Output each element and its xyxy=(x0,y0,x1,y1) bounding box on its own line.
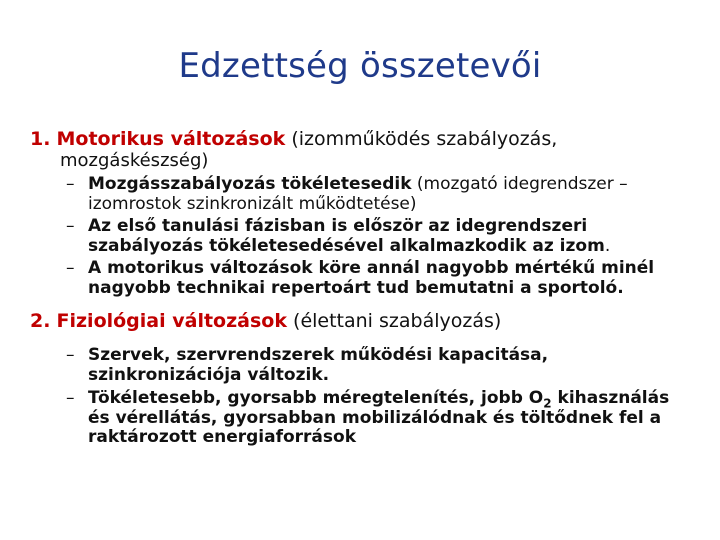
section-heading xyxy=(30,128,700,150)
item-bold-text: szabályozás tökéletesedésével alkalmazkodik az izom xyxy=(88,235,605,256)
list-item xyxy=(30,346,700,385)
item-text: (mozgató idegrendszer – xyxy=(411,174,628,194)
dash-bullet: – xyxy=(66,345,75,365)
section-subtitle: (izomműködés szabályozás, xyxy=(291,128,558,150)
item-bold-text: A motorikus változások köre annál nagyobb mértékű minél xyxy=(88,258,655,278)
section-fiziologiai xyxy=(30,310,700,448)
item-text: izomrostok szinkronizált működtetése) xyxy=(88,193,417,214)
section-subtitle-cont: mozgáskészség) xyxy=(60,150,209,171)
section-title: Fiziológiai változások xyxy=(56,310,287,332)
item-bold-text: Mozgásszabályozás tökéletesedik xyxy=(88,174,412,194)
dash-bullet: – xyxy=(66,174,75,194)
list-item xyxy=(30,175,700,214)
item-text: . xyxy=(604,235,611,256)
item-bold-text: Tökéletesebb, gyorsabb méregtelenítés, jobb O xyxy=(88,388,544,408)
item-bold-text: és vérellátás, gyorsabban mobilizálódnak és töltődnek fel a xyxy=(88,407,662,428)
list-item xyxy=(30,217,700,256)
item-bold-text: nagyobb technikai repertoárt tud bemutatni a sportoló. xyxy=(88,277,624,298)
section-motorikus xyxy=(30,128,700,298)
section-title: Motorikus változások xyxy=(56,128,286,150)
dash-bullet: – xyxy=(66,258,75,278)
item-bold-text: Szervek, szervrendszerek működési kapacitása, xyxy=(88,345,549,365)
item-bold-text: kihasználás xyxy=(551,388,670,408)
section-subtitle: (élettani szabályozás) xyxy=(293,310,502,332)
item-bold-text: Az első tanulási fázisban is először az idegrendszeri xyxy=(88,216,588,236)
section-number: 1. xyxy=(30,128,51,150)
section-number: 2. xyxy=(30,310,51,332)
slide-content xyxy=(30,128,700,448)
item-bold-text: raktározott energiaforrások xyxy=(88,427,356,447)
dash-bullet: – xyxy=(66,216,75,236)
section-list xyxy=(30,346,700,448)
section-heading xyxy=(30,310,700,332)
item-bold-text: szinkronizációja változik. xyxy=(88,364,330,385)
slide-title: Edzettség összetevői xyxy=(178,46,542,86)
list-item xyxy=(30,259,700,298)
dash-bullet: – xyxy=(66,388,75,408)
subscript: 2 xyxy=(543,396,552,411)
list-item xyxy=(30,389,700,448)
